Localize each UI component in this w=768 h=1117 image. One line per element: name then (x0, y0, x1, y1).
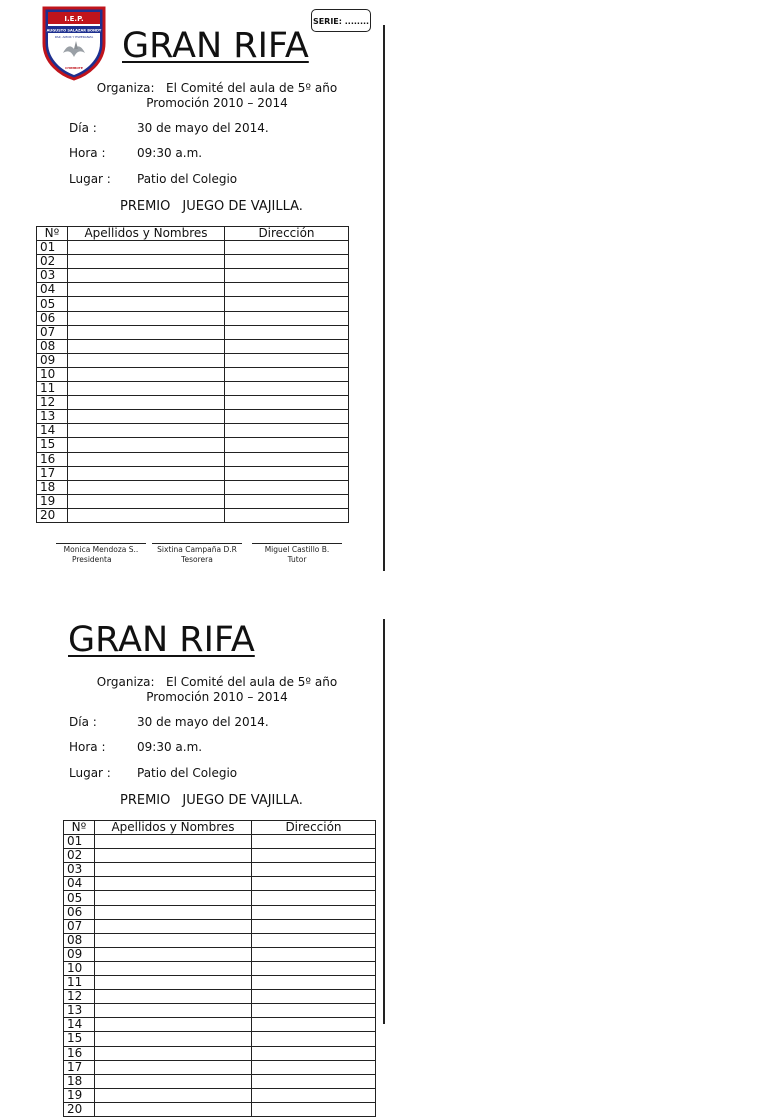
row-number: 04 (64, 877, 95, 891)
row-address-cell[interactable] (225, 480, 349, 494)
table-row (64, 1060, 376, 1074)
row-address-cell[interactable] (225, 382, 349, 396)
table-row (64, 976, 376, 990)
signature-role: Tutor (287, 555, 307, 564)
table-row (64, 1074, 376, 1088)
row-address-cell[interactable] (252, 891, 376, 905)
row-address-cell[interactable] (225, 508, 349, 522)
ticket-1-organizer (0, 81, 437, 111)
row-name-cell[interactable] (95, 961, 252, 975)
row-number: 11 (64, 976, 95, 990)
hora-label: Hora : (69, 146, 106, 160)
promocion-text: Promoción 2010 – 2014 (146, 96, 288, 110)
signature-name: Sixtina Campaña D.R (157, 545, 237, 554)
dia-label: Día : (69, 121, 97, 135)
row-name-cell[interactable] (95, 947, 252, 961)
signature-presidenta (56, 543, 146, 565)
signature-tutor (252, 543, 342, 565)
row-name-cell[interactable] (68, 452, 225, 466)
table-row (64, 877, 376, 891)
signature-name: Monica Mendoza S.. (63, 545, 139, 554)
row-number: 20 (37, 508, 68, 522)
table-row (64, 947, 376, 961)
row-address-cell[interactable] (225, 311, 349, 325)
row-number: 01 (37, 241, 68, 255)
row-address-cell[interactable] (225, 466, 349, 480)
row-address-cell[interactable] (252, 1004, 376, 1018)
row-name-cell[interactable] (68, 480, 225, 494)
row-address-cell[interactable] (252, 947, 376, 961)
row-address-cell[interactable] (252, 933, 376, 947)
hora-value: 09:30 a.m. (137, 740, 203, 754)
row-address-cell[interactable] (252, 1060, 376, 1074)
row-number: 05 (64, 891, 95, 905)
row-name-cell[interactable] (68, 410, 225, 424)
lugar-label: Lugar : (69, 766, 111, 780)
table-row (64, 863, 376, 877)
row-address-cell[interactable] (225, 325, 349, 339)
row-address-cell[interactable] (225, 241, 349, 255)
row-address-cell[interactable] (225, 396, 349, 410)
hora-value: 09:30 a.m. (137, 146, 203, 160)
table-row (64, 990, 376, 1004)
row-number: 09 (64, 947, 95, 961)
row-address-cell[interactable] (252, 835, 376, 849)
row-address-cell[interactable] (252, 990, 376, 1004)
row-name-cell[interactable] (95, 1088, 252, 1102)
row-address-cell[interactable] (252, 1074, 376, 1088)
signature-role: Tesorera (181, 555, 213, 564)
row-name-cell[interactable] (95, 849, 252, 863)
row-name-cell[interactable] (95, 976, 252, 990)
row-number: 06 (37, 311, 68, 325)
row-number: 01 (64, 835, 95, 849)
row-name-cell[interactable] (95, 919, 252, 933)
row-address-cell[interactable] (225, 494, 349, 508)
row-address-cell[interactable] (225, 269, 349, 283)
row-address-cell[interactable] (252, 1046, 376, 1060)
row-number: 07 (37, 325, 68, 339)
table-row (64, 849, 376, 863)
table-row (37, 255, 349, 269)
row-number: 15 (64, 1032, 95, 1046)
row-address-cell[interactable] (252, 1102, 376, 1116)
row-address-cell[interactable] (225, 353, 349, 367)
row-address-cell[interactable] (225, 255, 349, 269)
row-address-cell[interactable] (252, 905, 376, 919)
row-address-cell[interactable] (252, 849, 376, 863)
table-row (37, 241, 349, 255)
row-address-cell[interactable] (225, 283, 349, 297)
row-number: 18 (37, 480, 68, 494)
row-number: 06 (64, 905, 95, 919)
row-number: 14 (37, 424, 68, 438)
table-row (37, 452, 349, 466)
row-number: 03 (37, 269, 68, 283)
row-name-cell[interactable] (68, 353, 225, 367)
table-row (37, 311, 349, 325)
row-number: 03 (64, 863, 95, 877)
table-row (37, 396, 349, 410)
row-name-cell[interactable] (68, 283, 225, 297)
row-number: 09 (37, 353, 68, 367)
row-name-cell[interactable] (68, 508, 225, 522)
table-row (64, 905, 376, 919)
signature-tesorera (152, 543, 242, 565)
row-name-cell[interactable] (68, 311, 225, 325)
header-number: Nº (37, 227, 68, 241)
row-number: 17 (37, 466, 68, 480)
row-address-cell[interactable] (252, 919, 376, 933)
signature-role: Presidenta (72, 555, 112, 564)
row-number: 05 (37, 297, 68, 311)
row-address-cell[interactable] (225, 297, 349, 311)
ticket-1-premio (120, 199, 315, 214)
row-address-cell[interactable] (225, 452, 349, 466)
row-address-cell[interactable] (252, 1032, 376, 1046)
row-number: 19 (64, 1088, 95, 1102)
row-name-cell[interactable] (68, 382, 225, 396)
row-name-cell[interactable] (95, 1074, 252, 1088)
lugar-label: Lugar : (69, 172, 111, 186)
row-number: 02 (37, 255, 68, 269)
table-row (37, 283, 349, 297)
ticket-2-table (63, 820, 376, 1117)
row-address-cell[interactable] (225, 367, 349, 381)
ticket-1-title: GRAN RIFA (122, 26, 309, 66)
table-row (37, 410, 349, 424)
row-number: 18 (64, 1074, 95, 1088)
table-row (37, 297, 349, 311)
row-address-cell[interactable] (252, 961, 376, 975)
row-number: 13 (64, 1004, 95, 1018)
row-name-cell[interactable] (95, 905, 252, 919)
row-name-cell[interactable] (95, 1102, 252, 1116)
row-name-cell[interactable] (95, 1032, 252, 1046)
row-name-cell[interactable] (68, 466, 225, 480)
table-row (64, 933, 376, 947)
premio-value: JUEGO DE VAJILLA. (182, 199, 303, 214)
table-row (64, 1004, 376, 1018)
row-number: 11 (37, 382, 68, 396)
table-row (37, 353, 349, 367)
dia-value: 30 de mayo del 2014. (137, 121, 269, 135)
row-number: 12 (64, 990, 95, 1004)
promocion-text: Promoción 2010 – 2014 (146, 690, 288, 704)
header-names: Apellidos y Nombres (68, 227, 225, 241)
organiza-label: Organiza: (96, 81, 155, 95)
header-address: Dirección (225, 227, 349, 241)
row-number: 14 (64, 1018, 95, 1032)
table-row (37, 466, 349, 480)
row-name-cell[interactable] (95, 1046, 252, 1060)
row-name-cell[interactable] (95, 835, 252, 849)
row-address-cell[interactable] (252, 1088, 376, 1102)
organiza-value: El Comité del aula de 5º año (166, 675, 338, 689)
row-name-cell[interactable] (95, 891, 252, 905)
header-names: Apellidos y Nombres (95, 821, 252, 835)
ticket-2-title: GRAN RIFA (68, 620, 255, 660)
row-name-cell[interactable] (68, 255, 225, 269)
table-row (64, 1046, 376, 1060)
table-row (64, 1032, 376, 1046)
hora-label: Hora : (69, 740, 106, 754)
dia-value: 30 de mayo del 2014. (137, 715, 269, 729)
table-row (64, 1018, 376, 1032)
crest-top-text: I.E.P. (64, 15, 84, 23)
row-name-cell[interactable] (68, 438, 225, 452)
row-number: 08 (64, 933, 95, 947)
row-number: 15 (37, 438, 68, 452)
table-row (37, 269, 349, 283)
ticket-1-table (36, 226, 349, 523)
table-row (37, 424, 349, 438)
signature-name: Miguel Castillo B. (264, 545, 330, 554)
row-number: 16 (64, 1046, 95, 1060)
table-row (64, 891, 376, 905)
header-number: Nº (64, 821, 95, 835)
row-number: 16 (37, 452, 68, 466)
row-number: 13 (37, 410, 68, 424)
row-name-cell[interactable] (68, 269, 225, 283)
table-row (37, 494, 349, 508)
row-address-cell[interactable] (225, 410, 349, 424)
row-name-cell[interactable] (68, 367, 225, 381)
serie-box: SERIE: ........ (311, 9, 371, 32)
row-address-cell[interactable] (252, 863, 376, 877)
row-name-cell[interactable] (68, 297, 225, 311)
row-number: 10 (64, 961, 95, 975)
row-address-cell[interactable] (225, 424, 349, 438)
table-row (37, 438, 349, 452)
ticket-2-premio (120, 793, 315, 808)
row-address-cell[interactable] (225, 339, 349, 353)
row-number: 12 (37, 396, 68, 410)
dia-label: Día : (69, 715, 97, 729)
table-row (64, 835, 376, 849)
row-name-cell[interactable] (68, 325, 225, 339)
row-address-cell[interactable] (252, 877, 376, 891)
table-row (37, 382, 349, 396)
row-number: 08 (37, 339, 68, 353)
row-name-cell[interactable] (95, 1004, 252, 1018)
row-number: 07 (64, 919, 95, 933)
table-row (37, 339, 349, 353)
row-number: 10 (37, 367, 68, 381)
school-crest-logo (41, 5, 107, 81)
row-name-cell[interactable] (95, 990, 252, 1004)
row-number: 02 (64, 849, 95, 863)
row-name-cell[interactable] (95, 863, 252, 877)
table-row (64, 1102, 376, 1116)
table-row (37, 480, 349, 494)
row-number: 19 (37, 494, 68, 508)
row-name-cell[interactable] (68, 241, 225, 255)
ticket-2-organizer (0, 675, 437, 705)
premio-value: JUEGO DE VAJILLA. (182, 793, 303, 808)
row-number: 04 (37, 283, 68, 297)
table-row (37, 508, 349, 522)
row-name-cell[interactable] (68, 424, 225, 438)
row-number: 17 (64, 1060, 95, 1074)
table-row (64, 1088, 376, 1102)
table-row (37, 367, 349, 381)
lugar-value: Patio del Colegio (137, 172, 238, 186)
row-address-cell[interactable] (252, 976, 376, 990)
row-address-cell[interactable] (225, 438, 349, 452)
row-name-cell[interactable] (95, 1060, 252, 1074)
row-number: 20 (64, 1102, 95, 1116)
crest-motto-text: PAZ, AMOR Y ESPERANZA (54, 35, 94, 39)
row-name-cell[interactable] (95, 877, 252, 891)
lugar-value: Patio del Colegio (137, 766, 238, 780)
row-name-cell[interactable] (68, 494, 225, 508)
table-row (64, 961, 376, 975)
row-name-cell[interactable] (95, 1018, 252, 1032)
premio-label: PREMIO (120, 793, 171, 808)
row-name-cell[interactable] (68, 396, 225, 410)
crest-band-text: AUGUSTO SALAZAR BONDY (46, 28, 102, 33)
table-row (64, 919, 376, 933)
premio-label: PREMIO (120, 199, 171, 214)
table-row (37, 325, 349, 339)
row-name-cell[interactable] (68, 339, 225, 353)
organiza-value: El Comité del aula de 5º año (166, 81, 338, 95)
row-address-cell[interactable] (252, 1018, 376, 1032)
header-address: Dirección (252, 821, 376, 835)
organiza-label: Organiza: (96, 675, 155, 689)
row-name-cell[interactable] (95, 933, 252, 947)
crest-bottom-text: CHIMBOTE (65, 66, 83, 70)
